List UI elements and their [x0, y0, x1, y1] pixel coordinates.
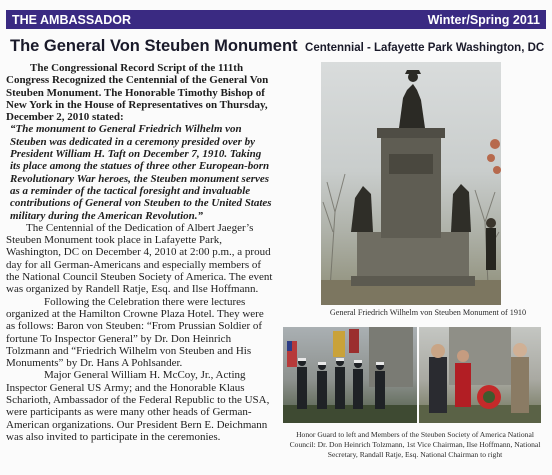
masthead-bar — [6, 10, 546, 29]
article-headline — [10, 37, 545, 56]
paragraph-quote: “The monument to General Friedrich Wilhelm von Steuben was dedicated in a ceremony presided over by President William H. Taft on December 7, 1910. Taking its place among the statues of three other European-born Revolutionary War heroes, the Steuben monument serves as a reminder of the tactical foresight and invaluable contributions of General von Steuben to the United States military during the American Revolution.” — [10, 123, 272, 222]
paragraph-lectures: Following the Celebration there were lectures organized at the Hamilton Crowne Plaza Hotel. They were as follows: Baron von Steuben: “From Prussian Soldier of fortune To Inspector General” by Dr. Don Heinrich Tolzmann and “Friedrich Wilhelm von Steuben and His Monuments” by Dr. Hans A Pohlsander. — [6, 295, 264, 370]
paragraph-congressional-record: The Congressional Record Script of the 111th Congress Recognized the Centennial of the General Von Steuben Monument. The Honorable Timothy Bishop of New York in the House of Representatives on Thursday, December 2, 2010 stated: — [6, 62, 269, 124]
issue-label: Winter/Spring 2011 — [427, 12, 540, 27]
headline-main: The General Von Steuben Monument — [10, 37, 298, 55]
monument-photo — [321, 62, 501, 305]
monument-photo-caption: General Friedrich Wilhelm von Steuben Monument of 1910 — [329, 308, 527, 317]
paragraph-participants: Major General William H. McCoy, Jr., Acting Inspector General US Army; and the Honorable Klaus Scharioth, Ambassador of the Federal Republic to the USA, were participants as were many other heads of German-American organizations. Our President Bern E. Deichmann was also invited to participate in the ceremonies. — [6, 369, 270, 443]
article-body — [6, 62, 274, 443]
honor-guard-photo — [283, 327, 417, 423]
publication-name: THE AMBASSADOR — [12, 12, 131, 27]
headline-sub: Centennial - Lafayette Park Washington, DC — [305, 42, 545, 54]
paragraph-centennial: The Centennial of the Dedication of Albert Jaeger’s Steuben Monument took place in Lafayette Park, Washington, DC on December 4, 2010 at 2:00 p.m., a proud day for all German-Americans and especially members of the National Council Steuben Society of America. The event was organized by Randell Ratje, Esq. and Ilse Hoffmann. — [6, 221, 273, 296]
council-members-photo — [419, 327, 541, 423]
group-photos-caption: Honor Guard to left and Members of the Steuben Society of America National Council: Dr. Don Heinrich Tolzmann, 1st Vice Chairman, Ilse Hoffmann, National Secretary, Randall Ratje, Esq. National Chairman to right — [289, 430, 541, 459]
